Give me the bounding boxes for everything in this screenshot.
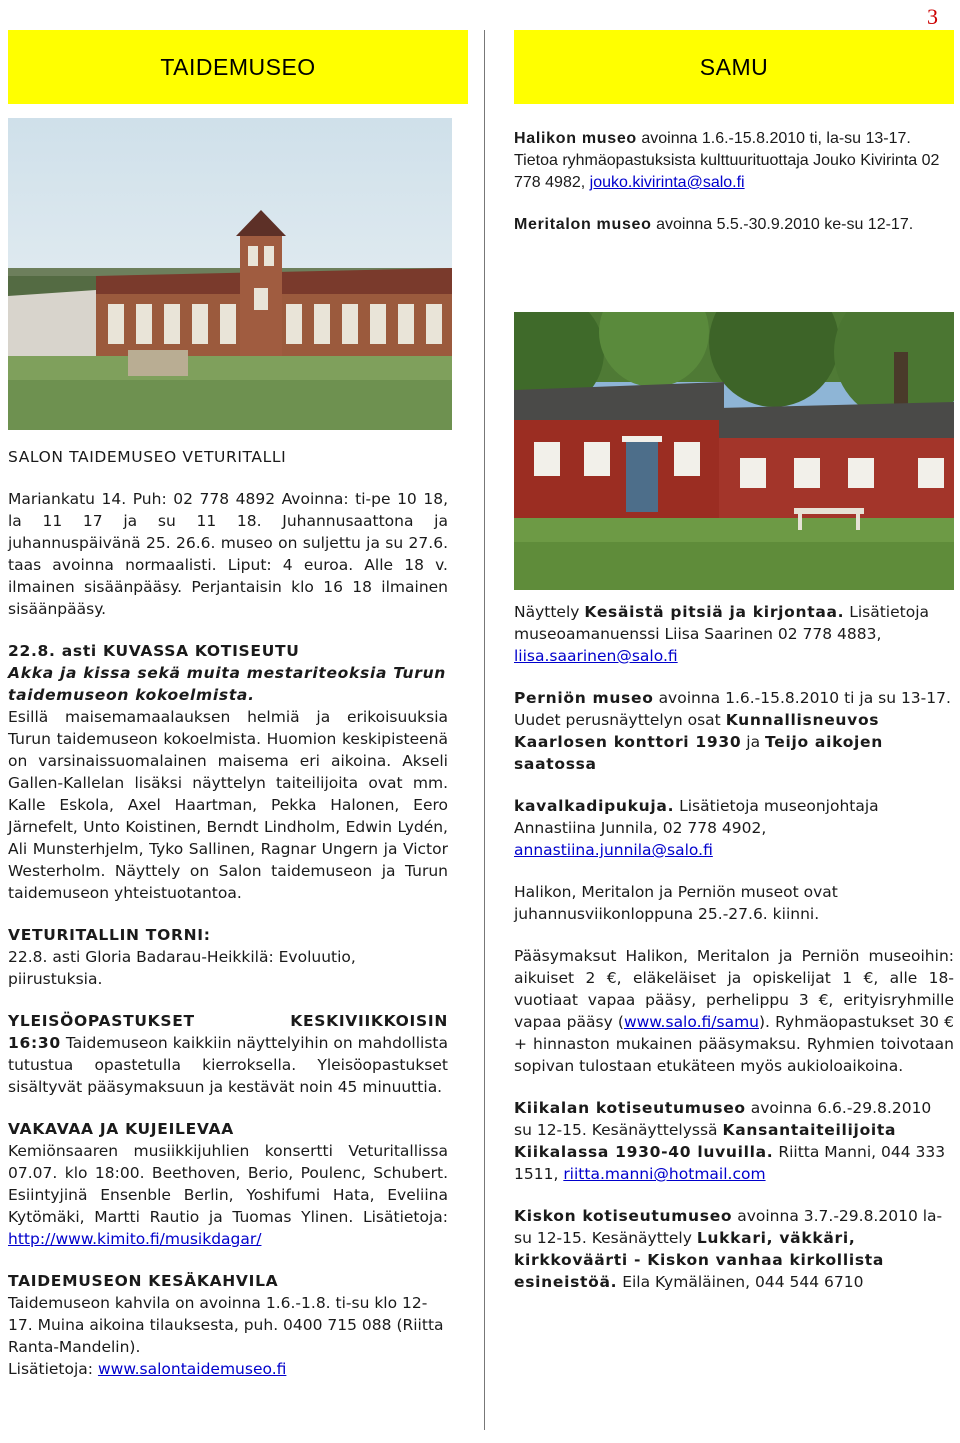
column-divider [484, 30, 485, 1430]
veturitalli-heading: SALON TAIDEMUSEO VETURITALLI [8, 448, 287, 466]
pernio-block-2 [514, 795, 954, 861]
kiikala-name: Kiikalan kotiseutumuseo [514, 1099, 746, 1117]
guided-tours [8, 1010, 448, 1098]
guided-text: Taidemuseon kaikkiin näyttelyihin on mahdollista tutustua opastetulla kierroksella. Yleisöopastukset sisältyvät pääsymaksuun ja kestävät noin 45 minuuttia. [8, 1034, 448, 1096]
fees-text-2: ). Ryhmäopastukset 30 € + hinnaston mukainen pääsymaksu. Ryhmien toivotaan sopivan tulostaan etukäteen myös aukioloaikoina. [514, 1013, 954, 1075]
riitta-email-link[interactable]: riitta.manni@hotmail.com [563, 1165, 766, 1183]
halikko-text: avoinna 1.6.-15.8.2010 ti, la-su 13-17. Tietoa ryhmäopastuksista kulttuurituottaja Jouko Kivirinta 02 778 4982, [514, 130, 940, 191]
pernio-name: Perniön museo [514, 689, 654, 707]
pernio-and: ja [746, 733, 761, 751]
fees-text: Pääsymaksut Halikon, Meritalon ja Perniön museoihin: aikuiset 2 €, eläkeläiset ja opiskelijat 1 €, alle 18-vuotiaat vapaa pääsy, perhelippu 3 €, erityisryhmille vapaa pääsy ( [514, 947, 954, 1031]
kahvila-heading: TAIDEMUSEON KESÄKAHVILA [8, 1272, 279, 1290]
samu-link[interactable]: www.salo.fi/samu [623, 1013, 759, 1031]
kisko-text: avoinna 3.7.-29.8.2010 la-su 12-15. Kesänäyttely [514, 1207, 943, 1247]
closed-text: Halikon, Meritalon ja Perniön museot ovat juhannusviikonloppuna 25.-27.6. kiinni. [514, 883, 838, 923]
kiikala-bold: Kansantaiteilijoita Kiikalassa 1930-40 luvuilla. [514, 1121, 897, 1161]
kiikala-text: avoinna 6.6.-29.8.2010 su 12-15. Kesänäyttelyssä [514, 1099, 932, 1139]
kisko-contact: Eila Kymäläinen, 044 544 6710 [622, 1273, 864, 1291]
kisko-bold: Lukkari, väkkäri, kirkkoväärti - Kiskon vanhaa kirkollista esineistöä. [514, 1229, 885, 1291]
right-column-top [514, 128, 954, 236]
guided-time: 16:30 [8, 1034, 61, 1052]
pernio-block [514, 687, 954, 775]
vakavaa-text [8, 1140, 448, 1250]
pernio-bold-1: Kunnallisneuvos Kaarlosen konttori 1930 [514, 711, 880, 751]
vakavaa-heading: VAKAVAA JA KUJEILEVAA [8, 1120, 234, 1138]
guided-heading-1: YLEISÖOPASTUKSET [8, 1012, 195, 1030]
exhibit-heading: 22.8. asti KUVASSA KOTISEUTU [8, 642, 300, 660]
veturitalli-photo [8, 118, 452, 430]
torni-text: 22.8. asti Gloria Badarau-Heikkilä: Evoluutio, piirustuksia. [8, 948, 356, 988]
pernio-bold-2: Teijo aikojen saatossa [514, 733, 884, 773]
pernio-bold-3: kavalkadipukuja. [514, 797, 675, 815]
veturitalli-intro: Mariankatu 14. Puh: 02 778 4892 Avoinna: ti-pe 10 18, la 11 17 ja su 11 18. Juhannusaattona ja juhannuspäivänä 25. 26.6. museo on suljettu ja su 27.6. taas avoinna normaalisti. Liput: 4 euroa. Alle 18 v. ilmainen sisäänpääsy. Perjantaisin klo 16 18 ilmainen sisäänpääsy. [8, 490, 448, 618]
kimito-link[interactable]: http://www.kimito.fi/musikdagar/ [8, 1230, 262, 1248]
nayttely-title: Kesäistä pitsiä ja kirjontaa. [584, 603, 845, 621]
kahvila-text: Taidemuseon kahvila on avoinna 1.6.-1.8. ti-su klo 12-17. Muina aikoina tilauksesta, puh. 0400 715 088 (Riitta Ranta-Mandelin). [8, 1294, 444, 1356]
taidemuseo-banner: TAIDEMUSEO [8, 30, 468, 104]
exhibit-subtitle: Akka ja kissa sekä muita mestariteoksia Turun taidemuseon kokoelmista. [8, 664, 447, 704]
samu-banner: SAMU [514, 30, 954, 104]
right-column-bottom [514, 601, 954, 1293]
liisa-email-link[interactable]: liisa.saarinen@salo.fi [514, 647, 678, 665]
nayttely-label: Näyttely [514, 603, 580, 621]
annastiina-email-link[interactable]: annastiina.junnila@salo.fi [514, 841, 713, 859]
kiikala-contact: Riitta Manni, 044 333 1511, [514, 1143, 946, 1183]
meritalo-block [514, 214, 954, 236]
halikko-name: Halikon museo [514, 130, 637, 147]
halikko-email-link[interactable]: jouko.kivirinta@salo.fi [589, 174, 745, 191]
nayttely-text: Lisätietoja museoamanuenssi Liisa Saarinen 02 778 4883, [514, 603, 930, 643]
salontaidemuseo-link[interactable]: www.salontaidemuseo.fi [97, 1360, 287, 1378]
nayttely-block [514, 601, 954, 667]
meritalo-photo [514, 312, 954, 590]
vakavaa-body: Kemiönsaaren musiikkijuhlien konsertti Veturitallissa 07.07. klo 18:00. Beethoven, Berio, Poulenc, Schubert. Esiintyjinä Ensenble Berlin, Yoshifumi Hata, Eveliina Kytömäki, Martti Rautio ja Tuomas Ylinen. Lisätietoja: [8, 1142, 448, 1226]
kisko-block [514, 1205, 954, 1293]
kisko-name: Kiskon kotiseutumuseo [514, 1207, 733, 1225]
kiikala-block [514, 1097, 954, 1185]
torni-heading: VETURITALLIN TORNI: [8, 926, 211, 944]
pernio-text-1: avoinna 1.6.-15.8.2010 ti ja su 13-17. Uudet perusnäyttelyn osat [514, 689, 951, 729]
guided-heading-2: KESKIVIIKKOISIN [290, 1012, 448, 1030]
exhibit-text: Esillä maisemamaalauksen helmiä ja erikoisuuksia Turun taidemuseon kokoelmista. Huomion keskipisteenä on varsinaissuomalainen maisema eri aikoina. Akseli Gallen-Kallelan lisäksi näyttelyn taiteilijoita ovat mm. Kalle Eskola, Axel Haartman, Pekka Halonen, Eero Järnefelt, Unto Koistinen, Berndt Lindholm, Edwin Lydén, Ali Munsterhjelm, Tyko Sallinen, Ragnar Ungern ja Victor Westerholm. Näyttely on Salon taidemuseon ja Turun taidemuseon yhteistuotantoa. [8, 708, 448, 902]
page-number: 3 [927, 4, 938, 29]
kahvila-info-label: Lisätietoja: [8, 1360, 94, 1378]
halikko-block [514, 128, 954, 194]
kahvila-info [8, 1358, 448, 1380]
fees-block [514, 945, 954, 1077]
meritalo-name: Meritalon museo [514, 216, 652, 233]
left-column [8, 446, 448, 1380]
meritalo-text: avoinna 5.5.-30.9.2010 ke-su 12-17. [656, 216, 914, 233]
pernio-text-2: Lisätietoja museonjohtaja Annastiina Junnila, 02 778 4902, [514, 797, 879, 837]
